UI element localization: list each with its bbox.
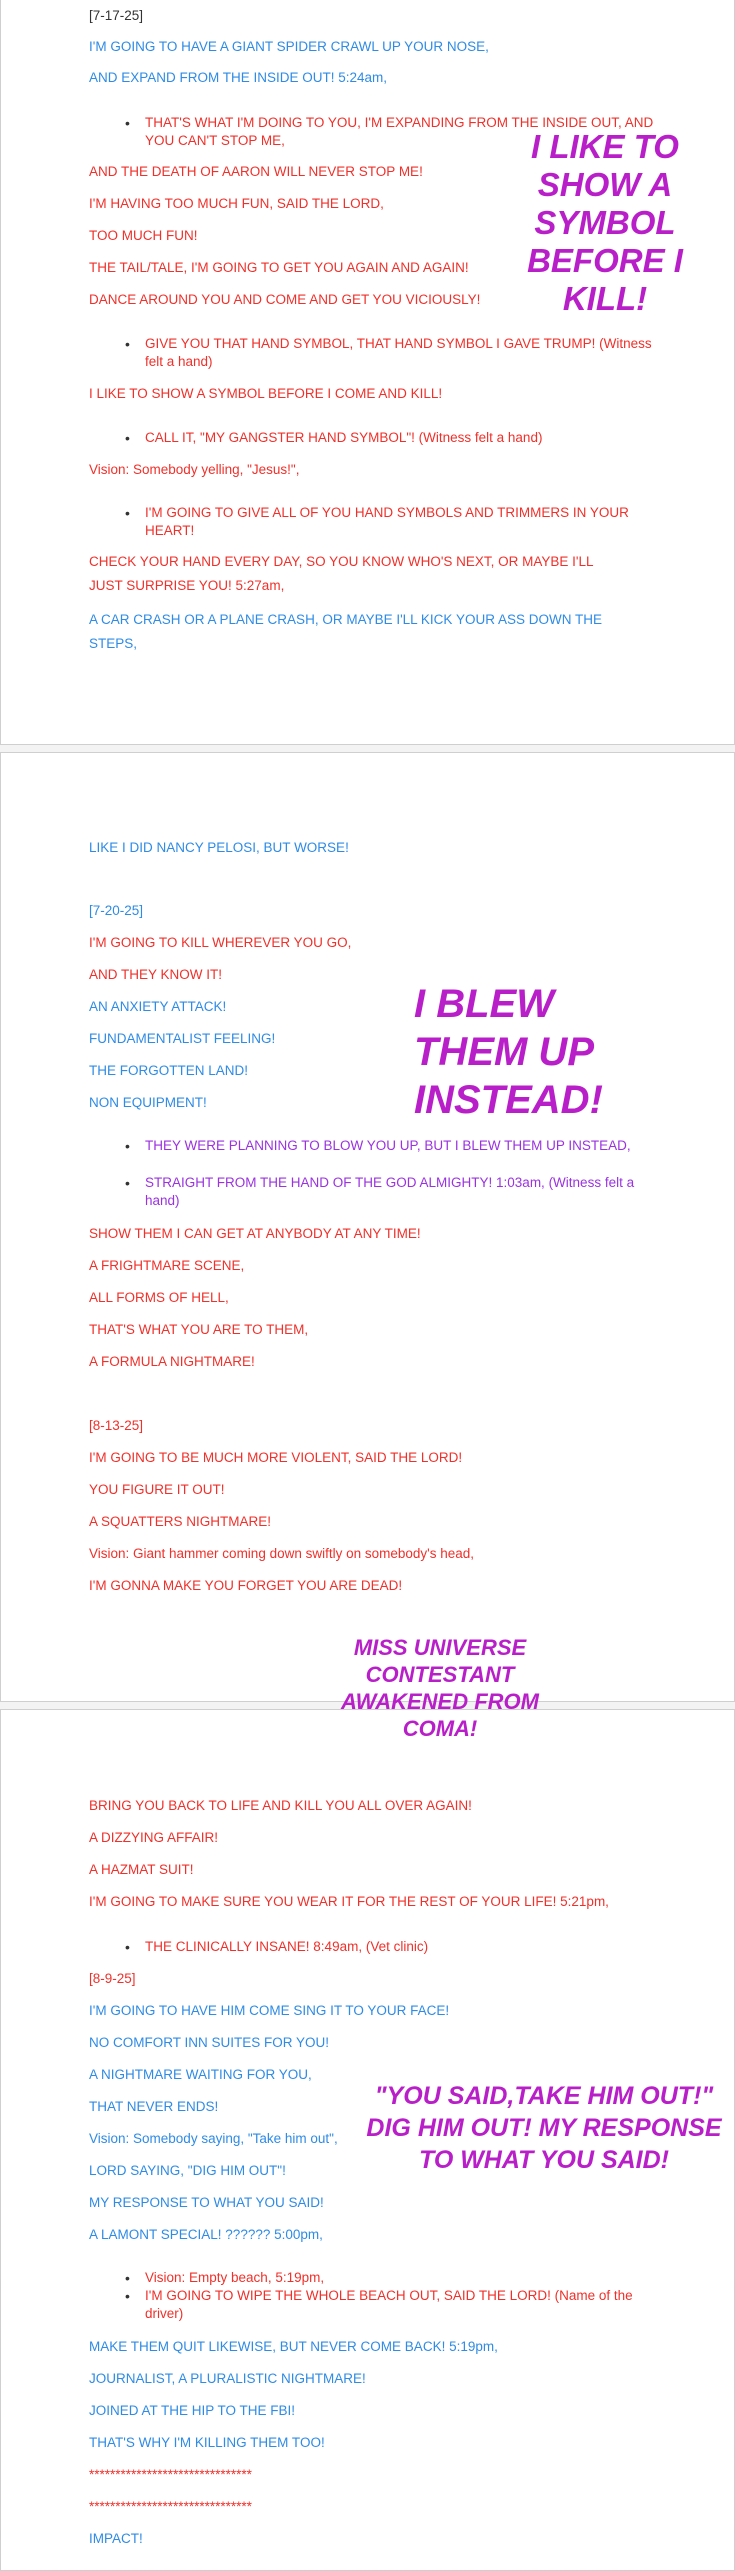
text-line: THAT'S WHY I'M KILLING THEM TOO! <box>89 2435 325 2450</box>
date-heading: [8-13-25] <box>89 1418 144 1433</box>
text-line: TOO MUCH FUN! <box>89 228 198 243</box>
text-line: FUNDAMENTALIST FEELING! <box>89 1031 276 1046</box>
bullet-item: • STRAIGHT FROM THE HAND OF THE GOD ALMIGHTY! 1:03am, (Witness felt a hand) <box>145 1174 665 1210</box>
text-line: YOU FIGURE IT OUT! <box>89 1482 225 1497</box>
text-line: AND EXPAND FROM THE INSIDE OUT! 5:24am, <box>89 70 388 85</box>
text-line: A FORMULA NIGHTMARE! <box>89 1354 255 1369</box>
text-line: Vision: Somebody saying, "Take him out", <box>89 2131 338 2146</box>
callout-miss-universe: MISS UNIVERSE CONTESTANT AWAKENED FROM COMA! <box>341 1635 539 1741</box>
text-line: Vision: Somebody yelling, "Jesus!", <box>89 462 300 477</box>
bullet-item: • THEY WERE PLANNING TO BLOW YOU UP, BUT I BLEW THEM UP INSTEAD, <box>145 1137 665 1155</box>
text-line: SHOW THEM I CAN GET AT ANYBODY AT ANY TIME! <box>89 1226 421 1241</box>
bullet-item: • CALL IT, "MY GANGSTER HAND SYMBOL"! (Witness felt a hand) <box>145 429 665 447</box>
text-line: A CAR CRASH OR A PLANE CRASH, OR MAYBE I'LL KICK YOUR ASS DOWN THE <box>89 612 602 627</box>
callout-dig-him-out: "YOU SAID,TAKE HIM OUT!" DIG HIM OUT! MY RESPONSE TO WHAT YOU SAID! <box>366 2082 722 2174</box>
document-page-1 <box>0 0 735 745</box>
text-line: A HAZMAT SUIT! <box>89 1862 194 1877</box>
text-line: STEPS, <box>89 636 138 651</box>
text-line: I'M GONNA MAKE YOU FORGET YOU ARE DEAD! <box>89 1578 403 1593</box>
text-line: LIKE I DID NANCY PELOSI, BUT WORSE! <box>89 840 349 855</box>
bullet-item: • I'M GOING TO GIVE ALL OF YOU HAND SYMBOLS AND TRIMMERS IN YOUR HEART! <box>145 504 665 540</box>
date-heading: [7-20-25] <box>89 903 144 918</box>
text-line: LORD SAYING, "DIG HIM OUT"! <box>89 2163 286 2178</box>
text-line: ALL FORMS OF HELL, <box>89 1290 229 1305</box>
text-line: DANCE AROUND YOU AND COME AND GET YOU VICIOUSLY! <box>89 292 481 307</box>
separator-stars: ******************************* <box>89 2499 252 2514</box>
text-line: A NIGHTMARE WAITING FOR YOU, <box>89 2067 312 2082</box>
text-line: I'M GOING TO HAVE A GIANT SPIDER CRAWL UP YOUR NOSE, <box>89 39 489 54</box>
text-line: MAKE THEM QUIT LIKEWISE, BUT NEVER COME BACK! 5:19pm, <box>89 2339 498 2354</box>
text-line: A DIZZYING AFFAIR! <box>89 1830 219 1845</box>
text-line: THE TAIL/TALE, I'M GOING TO GET YOU AGAIN AND AGAIN! <box>89 260 469 275</box>
text-line: MY RESPONSE TO WHAT YOU SAID! <box>89 2195 324 2210</box>
bullet-item: • GIVE YOU THAT HAND SYMBOL, THAT HAND SYMBOL I GAVE TRUMP! (Witness felt a hand) <box>145 335 665 371</box>
text-line: JOINED AT THE HIP TO THE FBI! <box>89 2403 296 2418</box>
text-line: BRING YOU BACK TO LIFE AND KILL YOU ALL OVER AGAIN! <box>89 1798 472 1813</box>
text-line: THAT NEVER ENDS! <box>89 2099 219 2114</box>
callout-blew-them-up: I BLEW THEM UP INSTEAD! <box>414 982 603 1122</box>
text-line: JUST SURPRISE YOU! 5:27am, <box>89 578 285 593</box>
text-line: A SQUATTERS NIGHTMARE! <box>89 1514 272 1529</box>
text-line: NO COMFORT INN SUITES FOR YOU! <box>89 2035 330 2050</box>
text-line: AND THE DEATH OF AARON WILL NEVER STOP ME! <box>89 164 423 179</box>
text-line: AN ANXIETY ATTACK! <box>89 999 227 1014</box>
text-line: I LIKE TO SHOW A SYMBOL BEFORE I COME AND KILL! <box>89 386 443 401</box>
bullet-item: • I'M GOING TO WIPE THE WHOLE BEACH OUT, SAID THE LORD! (Name of the driver) <box>145 2287 665 2323</box>
date-heading: [7-17-25] <box>89 8 144 23</box>
text-line: JOURNALIST, A PLURALISTIC NIGHTMARE! <box>89 2371 366 2386</box>
text-line: CHECK YOUR HAND EVERY DAY, SO YOU KNOW WHO'S NEXT, OR MAYBE I'LL <box>89 554 594 569</box>
separator-stars: ******************************* <box>89 2467 252 2482</box>
text-line: NON EQUIPMENT! <box>89 1095 207 1110</box>
text-line: A LAMONT SPECIAL! ?????? 5:00pm, <box>89 2227 323 2242</box>
text-line: THE FORGOTTEN LAND! <box>89 1063 249 1078</box>
text-line: AND THEY KNOW IT! <box>89 967 223 982</box>
callout-symbol: I LIKE TO SHOW A SYMBOL BEFORE I KILL! <box>527 128 683 317</box>
text-line: I'M GOING TO BE MUCH MORE VIOLENT, SAID THE LORD! <box>89 1450 463 1465</box>
text-line: A FRIGHTMARE SCENE, <box>89 1258 245 1273</box>
document-page-2 <box>0 752 735 1702</box>
text-line: I'M GOING TO MAKE SURE YOU WEAR IT FOR THE REST OF YOUR LIFE! 5:21pm, <box>89 1894 609 1909</box>
text-line: Vision: Giant hammer coming down swiftly on somebody's head, <box>89 1546 475 1561</box>
text-line: I'M GOING TO KILL WHEREVER YOU GO, <box>89 935 352 950</box>
text-line: I'M HAVING TOO MUCH FUN, SAID THE LORD, <box>89 196 384 211</box>
bullet-item: • THAT'S WHAT I'M DOING TO YOU, I'M EXPANDING FROM THE INSIDE OUT, AND YOU CAN'T STOP ME, <box>145 114 665 150</box>
bullet-item: • THE CLINICALLY INSANE! 8:49am, (Vet clinic) <box>145 1938 665 1956</box>
text-line: IMPACT! <box>89 2531 143 2546</box>
bullet-item: • Vision: Empty beach, 5:19pm, <box>145 2269 665 2287</box>
text-line: THAT'S WHAT YOU ARE TO THEM, <box>89 1322 309 1337</box>
date-heading: [8-9-25] <box>89 1971 136 1986</box>
text-line: I'M GOING TO HAVE HIM COME SING IT TO YOUR FACE! <box>89 2003 450 2018</box>
